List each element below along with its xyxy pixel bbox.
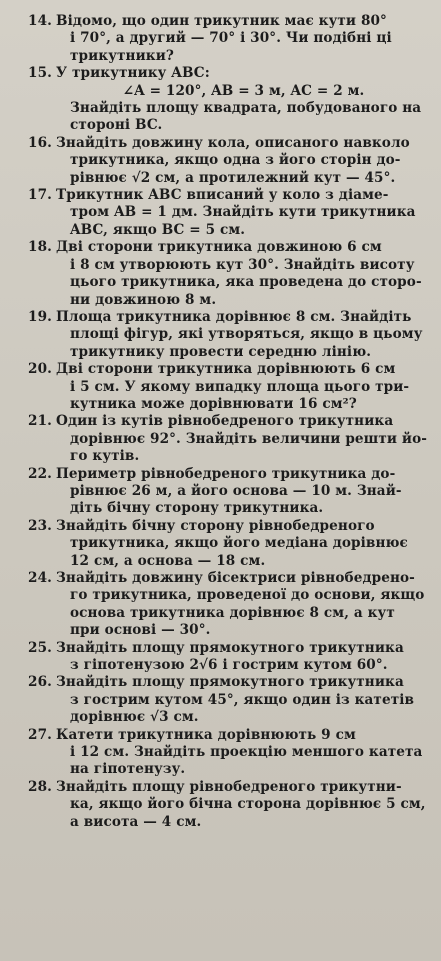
problem-line: Знайдіть площу прямокутного трикутника	[56, 674, 404, 691]
problem-text	[56, 674, 431, 726]
problem-line: ни довжиною 8 м.	[70, 291, 217, 308]
problem-text	[56, 187, 431, 239]
problem-line: Знайдіть площу рівнобедреного трикутни-	[56, 778, 402, 795]
problem-line: Знайдіть площу прямокутного трикутника	[56, 639, 404, 656]
problem-line: і 8 см утворюють кут 30°. Знайдіть висоту	[70, 256, 415, 273]
problem-line: 12 см, а основа — 18 см.	[70, 552, 266, 569]
problem-line: кутника може дорівнювати 16 см²?	[70, 395, 357, 412]
problem-line: і 12 см. Знайдіть проекцію меншого катета	[70, 744, 423, 761]
problem-number: 18.	[28, 239, 52, 256]
problem-line: го кутів.	[70, 448, 140, 465]
problem-line: ABC, якщо BC = 5 см.	[70, 221, 246, 238]
problem-text	[56, 361, 431, 413]
problem-line: і 5 см. У якому випадку площа цього три-	[70, 378, 410, 395]
problem-line: ка, якщо його бічна сторона дорівнює 5 см,	[70, 796, 426, 813]
problem-item	[10, 413, 431, 465]
problem-line: трикутника, якщо одна з його сторін до-	[70, 152, 401, 169]
problem-text	[56, 309, 431, 361]
problem-text	[56, 135, 431, 187]
problem-line: площі фігур, які утворяться, якщо в цьому	[70, 326, 423, 343]
problem-number: 28.	[28, 778, 52, 795]
problem-number: 15.	[28, 65, 52, 82]
problem-number: 21.	[28, 413, 52, 430]
problem-line: Трикутник ABC вписаний у коло з діаме-	[56, 187, 389, 204]
problem-item	[10, 187, 431, 239]
problem-line: Знайдіть довжину бісектриси рівнобедрено-	[56, 570, 415, 586]
problem-line: трикутники?	[70, 47, 174, 64]
problem-text	[56, 640, 431, 675]
problem-item	[10, 674, 431, 726]
problem-text	[56, 413, 431, 465]
problem-line: Периметр рівнобедреного трикутника до-	[56, 465, 396, 482]
problem-text	[56, 466, 431, 518]
problem-item	[10, 570, 431, 640]
problem-number: 17.	[28, 187, 52, 204]
problem-line: дорівнює 92°. Знайдіть величини решти йо-	[70, 430, 428, 447]
problem-text	[56, 13, 431, 65]
problem-line: У трикутнику ABC:	[56, 65, 210, 82]
problem-line: Знайдіть довжину кола, описаного навколо	[56, 134, 410, 151]
problem-text	[56, 727, 431, 779]
problem-number: 14.	[28, 13, 52, 29]
problem-text	[56, 518, 431, 570]
problem-number: 22.	[28, 465, 52, 482]
problem-line: цього трикутника, яка проведена до сторо-	[70, 274, 422, 291]
problem-line: Дві сторони трикутника дорівнюють 6 см	[56, 361, 396, 378]
problem-number: 19.	[28, 308, 52, 325]
problem-item	[10, 727, 431, 779]
problem-line: Один із кутів рівнобедреного трикутника	[56, 413, 394, 430]
problem-number: 16.	[28, 134, 52, 151]
problem-line: стороні BC.	[70, 117, 163, 134]
problem-number: 24.	[28, 570, 52, 586]
problem-number: 27.	[28, 726, 52, 743]
problem-line: і 70°, а другий — 70° і 30°. Чи подібні ці	[70, 30, 392, 47]
problem-line: трикутнику провести середню лінію.	[70, 343, 372, 360]
problem-number: 26.	[28, 674, 52, 691]
problem-line: на гіпотенузу.	[70, 761, 186, 778]
problem-line: Знайдіть бічну сторону рівнобедреного	[56, 517, 375, 534]
problem-line: дорівнює √3 см.	[70, 709, 199, 726]
problem-line: з гострим кутом 45°, якщо один із катетів	[70, 691, 415, 708]
problem-number: 25.	[28, 639, 52, 656]
problem-line: з гіпотенузою 2√6 і гострим кутом 60°.	[70, 657, 388, 674]
problem-item	[10, 361, 431, 413]
problem-number: 20.	[28, 361, 52, 378]
problem-item	[10, 65, 431, 135]
problem-text	[56, 239, 431, 309]
problem-item	[10, 309, 431, 361]
problem-item	[10, 518, 431, 570]
problem-text	[56, 65, 431, 135]
problem-line: Знайдіть площу квадрата, побудованого на	[70, 100, 422, 117]
problem-item	[10, 13, 431, 65]
problem-text	[56, 779, 431, 831]
problem-line: основа трикутника дорівнює 8 см, а кут	[70, 604, 395, 621]
problem-number: 23.	[28, 517, 52, 534]
problem-line: го трикутника, проведеної до основи, якщо	[70, 587, 425, 604]
problem-line: трикутника, якщо його медіана дорівнює	[70, 535, 408, 552]
problem-text	[56, 570, 431, 640]
problem-line: Дві сторони трикутника довжиною 6 см	[56, 239, 382, 256]
problem-line: Площа трикутника дорівнює 8 см. Знайдіть	[56, 308, 412, 325]
problem-item	[10, 640, 431, 675]
problem-item	[10, 239, 431, 309]
problem-line: рівнює 26 м, а його основа — 10 м. Знай-	[70, 482, 402, 499]
problem-item	[10, 779, 431, 831]
problem-line: при основі — 30°.	[70, 622, 211, 639]
problem-line: ∠A = 120°, AB = 3 м, AC = 2 м.	[122, 82, 365, 99]
problem-line: тром AB = 1 дм. Знайдіть кути трикутника	[70, 204, 416, 221]
problem-line: а висота — 4 см.	[70, 813, 202, 830]
problem-line: рівнює √2 см, а протилежний кут — 45°.	[70, 169, 396, 186]
problem-line: Катети трикутника дорівнюють 9 см	[56, 726, 356, 743]
problem-line: діть бічну сторону трикутника.	[70, 500, 324, 517]
problem-line: Відомо, що один трикутник має кути 80°	[56, 13, 387, 29]
problem-item	[10, 466, 431, 518]
problem-item	[10, 135, 431, 187]
